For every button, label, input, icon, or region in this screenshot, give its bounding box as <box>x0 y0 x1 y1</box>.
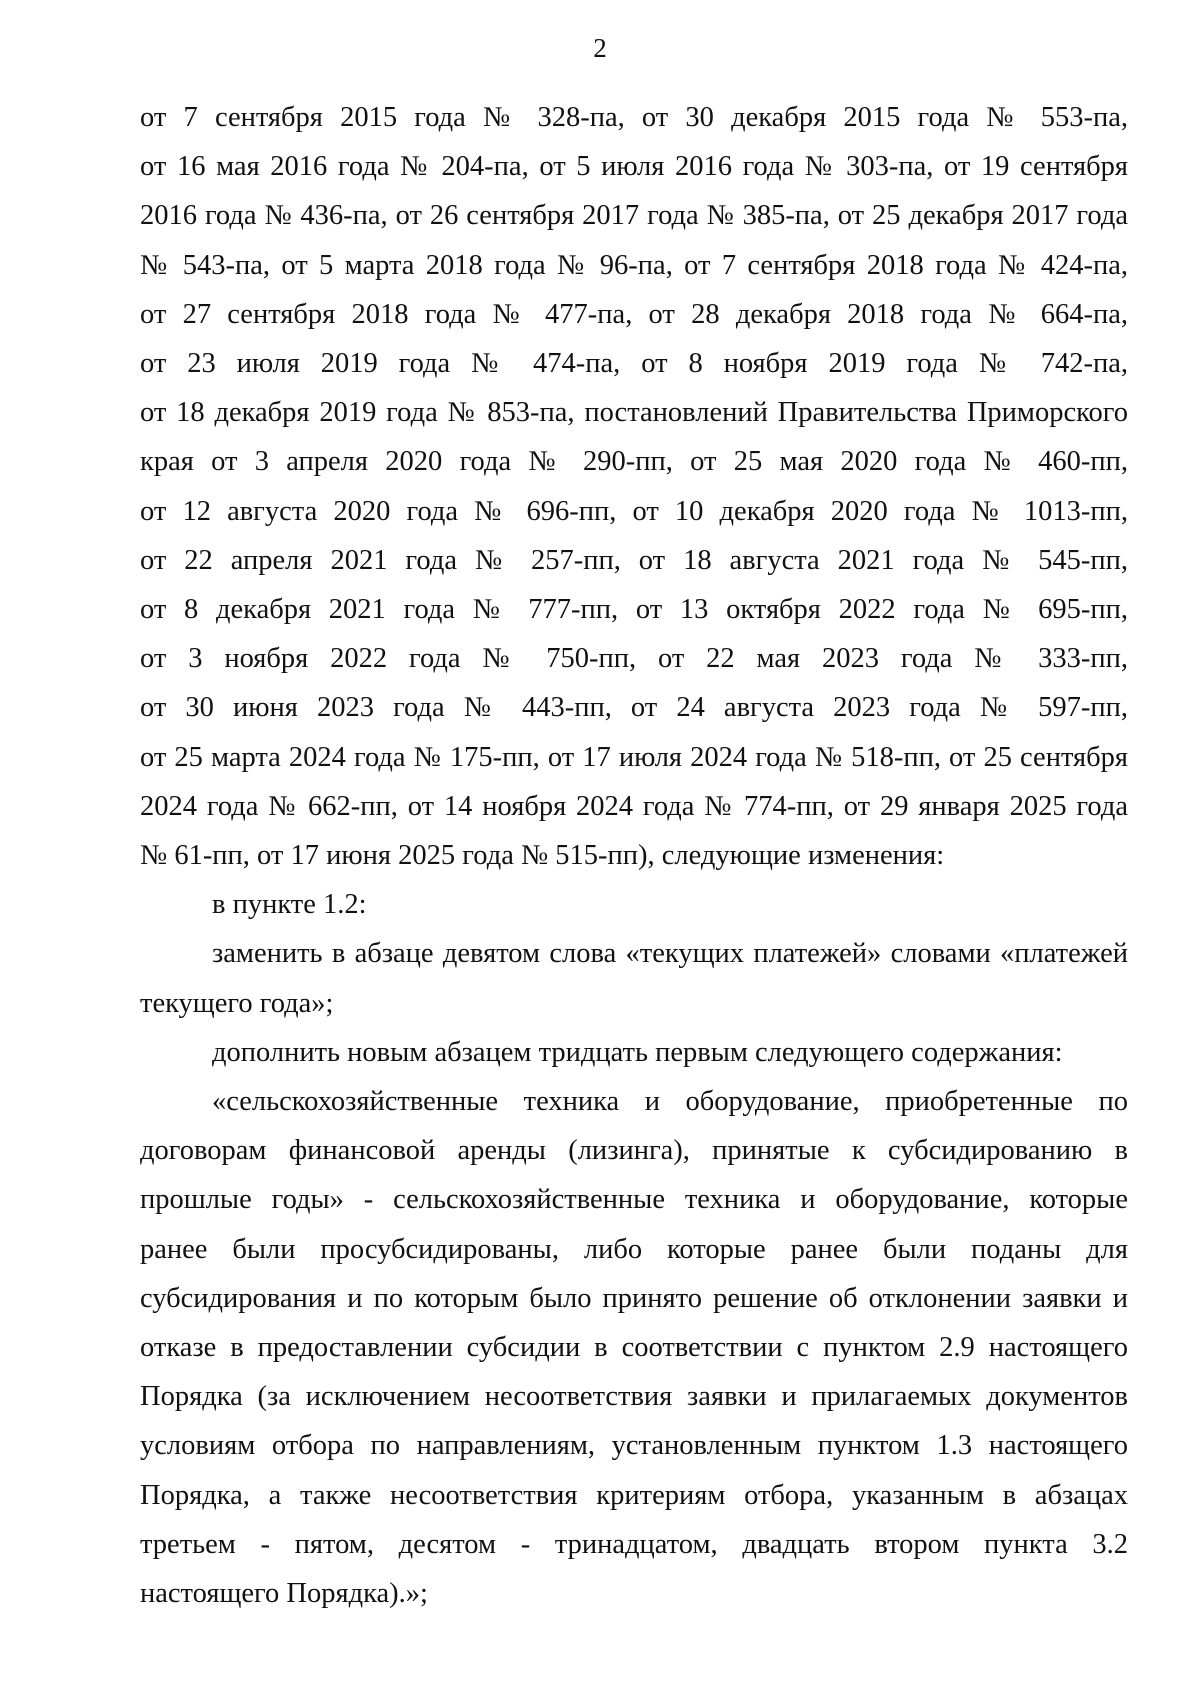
text-line: условиям отбора по направлениям, установленным пунктом 1.3 настоящего <box>140 1430 1128 1462</box>
paragraph-definition <box>140 1077 1128 1618</box>
text-line: от 7 сентября 2015 года № 328-па, от 30 декабря 2015 года № 553-па, <box>140 102 1128 133</box>
text-line: от 16 мая 2016 года № 204-па, от 5 июля 2016 года № 303-па, от 19 сентября <box>140 151 1128 183</box>
text-line: Порядка (за исключением несоответствия заявки и прилагаемых документов <box>140 1381 1128 1413</box>
text-line: «сельскохозяйственные техника и оборудование, приобретенные по <box>212 1086 1128 1118</box>
text-line: текущего года»; <box>140 987 334 1019</box>
text-line: от 25 марта 2024 года № 175-пп, от 17 июля 2024 года № 518-пп, от 25 сентября <box>140 741 1128 773</box>
paragraph-clause-heading <box>140 880 1128 929</box>
text-line: дополнить новым абзацем тридцать первым следующего содержания: <box>212 1036 1063 1068</box>
text-line: договорам финансовой аренды (лизинга), принятые к субсидированию в <box>140 1135 1128 1167</box>
text-line: прошлые годы» - сельскохозяйственные техника и оборудование, которые <box>140 1184 1128 1216</box>
text-line: настоящего Порядка).»; <box>140 1578 428 1610</box>
text-line: от 3 ноября 2022 года № 750-пп, от 22 мая 2023 года № 333-пп, <box>140 643 1128 675</box>
paragraph-amendment-references <box>140 93 1128 880</box>
text-line: третьем - пятом, десятом - тринадцатом, двадцать втором пункта 3.2 <box>140 1528 1128 1560</box>
text-line: № 543-па, от 5 марта 2018 года № 96-па, от 7 сентября 2018 года № 424-па, <box>140 249 1128 281</box>
text-line: от 12 августа 2020 года № 696-пп, от 10 декабря 2020 года № 1013-пп, <box>140 495 1128 527</box>
text-line: от 30 июня 2023 года № 443-пп, от 24 августа 2023 года № 597-пп, <box>140 692 1128 724</box>
text-line: ранее были просубсидированы, либо которые ранее были поданы для <box>140 1233 1128 1265</box>
text-line: в пункте 1.2: <box>212 889 367 921</box>
document-body <box>140 93 1128 1618</box>
text-line: 2024 года № 662-пп, от 14 ноября 2024 года № 774-пп, от 29 января 2025 года <box>140 790 1128 822</box>
paragraph-add-new <box>140 1028 1128 1077</box>
text-line: от 22 апреля 2021 года № 257-пп, от 18 августа 2021 года № 545-пп, <box>140 544 1128 576</box>
text-line: 2016 года № 436-па, от 26 сентября 2017 года № 385-па, от 25 декабря 2017 года <box>140 200 1128 232</box>
text-line: заменить в абзаце девятом слова «текущих платежей» словами «платежей <box>212 938 1128 970</box>
text-line: от 18 декабря 2019 года № 853-па, постановлений Правительства Приморского <box>140 397 1128 429</box>
page-number: 2 <box>593 33 607 63</box>
text-line: Порядка, а также несоответствия критериям отбора, указанным в абзацах <box>140 1479 1128 1511</box>
text-line: № 61-пп, от 17 июня 2025 года № 515-пп), следующие изменения: <box>140 840 945 872</box>
text-line: отказе в предоставлении субсидии в соответствии с пунктом 2.9 настоящего <box>140 1332 1128 1364</box>
text-line: от 23 июля 2019 года № 474-па, от 8 ноября 2019 года № 742-па, <box>140 348 1128 380</box>
text-line: края от 3 апреля 2020 года № 290-пп, от 25 мая 2020 года № 460-пп, <box>140 446 1128 478</box>
text-line: от 27 сентября 2018 года № 477-па, от 28 декабря 2018 года № 664-па, <box>140 298 1128 330</box>
text-line: от 8 декабря 2021 года № 777-пп, от 13 октября 2022 года № 695-пп, <box>140 594 1128 626</box>
text-line: субсидирования и по которым было принято решение об отклонении заявки и <box>140 1282 1128 1314</box>
paragraph-replace-words <box>140 929 1128 1027</box>
